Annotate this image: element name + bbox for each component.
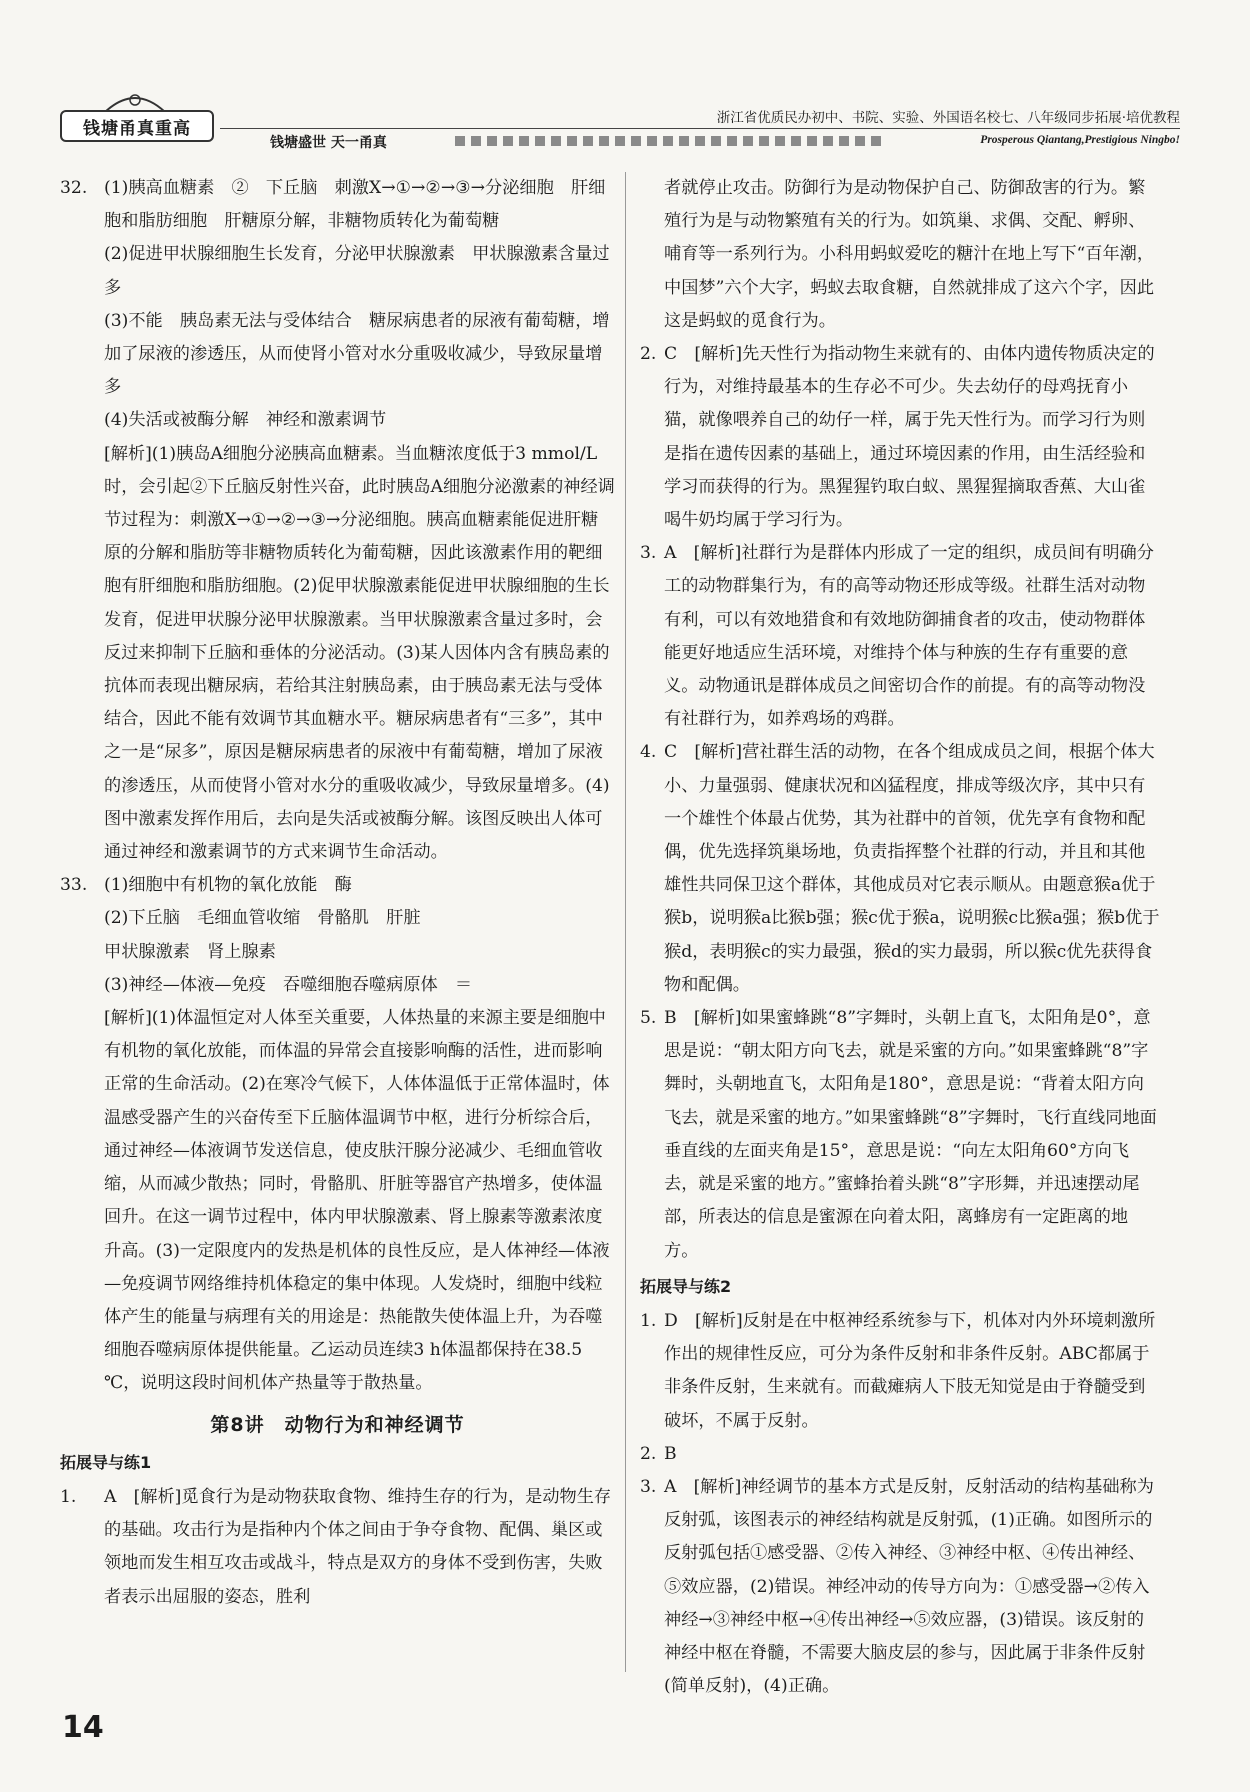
analysis-text: C [解析]先天性行为指动物生来就有的、由体内遗传物质决定的行为，对维持最基本的生存必不可少。失去幼仔的母鸡抚育小猫，就像喂养自己的幼仔一样，属于先天性行为。而学习行为则是指在遗传因素的基础上，通过环境因素的作用，由生活经验和学习而获得的行为。黑猩猩钓取白蚁、黑猩猩摘取香蕉、大山雀喝牛奶均属于学习行为。 <box>664 344 1155 531</box>
answer-part: (3)神经—体液—免疫 吞噬细胞吞噬病原体 ＝ <box>104 974 473 995</box>
practice2-answer-1 <box>640 1305 1160 1438</box>
analysis-text: [解析](1)体温恒定对人体至关重要，人体热量的来源主要是细胞中有机物的氧化放能，而体温的异常会直接影响酶的活性，进而影响正常的生命活动。(2)在寒冷气候下，人体体温低于正常体温时，体温感受器产生的兴奋传至下丘脑体温调节中枢，进行分析综合后，通过神经—体液调节发送信息，使皮肤汗腺分泌减少、毛细血管收缩，从而减少散热；同时，骨骼肌、肝脏等器官产热增多，使体温回升。在这一调节过程中，体内甲状腺激素、肾上腺素等激素浓度升高。(3)一定限度内的发热是机体的良性反应，是人体神经—体液—免疫调节网络维持机体稳定的集中体现。人发烧时，细胞中线粒体产生的能量与病理有关的用途是：热能散失使体温上升，为吞噬细胞吞噬病原体提供能量。乙运动员连续3 h体温都保持在38.5 ℃，说明这段时间机体产热量等于散热量。 <box>104 1008 610 1394</box>
question-number: 5. <box>640 1008 657 1029</box>
analysis-text: 者就停止攻击。防御行为是动物保护自己、防御敌害的行为。繁殖行为是与动物繁殖有关的行为。如筑巢、求偶、交配、孵卵、哺育等一系列行为。小科用蚂蚁爱吃的糖汁在地上写下“百年潮，中国梦”六个大字，蚂蚁去取食糖，自然就排成了这六个字，因此这是蚂蚁的觅食行为。 <box>664 178 1155 331</box>
analysis-text: A [解析]觅食行为是动物获取食物、维持生存的行为，是动物生存的基础。攻击行为是指种内个体之间由于争夺食物、配偶、巢区或领地而发生相互攻击或战斗，特点是双方的身体不受到伤害，失败者表示出屈服的姿态，胜利 <box>104 1486 612 1607</box>
answer-part: (2)促进甲状腺细胞生长发育，分泌甲状腺激素 甲状腺激素含量过多 <box>104 244 610 298</box>
question-number: 1. <box>60 1486 77 1507</box>
answer-part: 甲状腺激素 肾上腺素 <box>104 941 276 962</box>
practice1-answer-5 <box>640 1002 1160 1268</box>
slogan: 钱塘盛世 天一甬真 <box>270 135 387 151</box>
left-column <box>60 172 615 1614</box>
decorative-stripe <box>455 136 885 146</box>
practice1-answer-1-continued <box>640 172 1160 338</box>
practice2-answer-2 <box>640 1438 1160 1471</box>
question-number: 33. <box>60 875 88 896</box>
question-number: 2. <box>640 1443 657 1464</box>
expand-practice-1-title: 拓展导与练1 <box>60 1452 152 1472</box>
answer-part: (3)不能 胰岛素无法与受体结合 糖尿病患者的尿液有葡萄糖，增加了尿液的渗透压，从而使肾小管对水分重吸收减少，导致尿量增多 <box>104 310 610 398</box>
analysis-text: [解析](1)胰岛A细胞分泌胰高血糖素。当血糖浓度低于3 mmol/L时，会引起②下丘脑反射性兴奋，此时胰岛A细胞分泌激素的神经调节过程为：刺激X→①→②→③→分泌细胞。胰高血糖素能促进肝糖原的分解和脂肪等非糖物质转化为葡萄糖，因此该激素作用的靶细胞有肝细胞和脂肪细胞。(2)促甲状腺激素能促进甲状腺细胞的生长发育，促进甲状腺分泌甲状腺激素。当甲状腺激素含量过多时，会反过来抑制下丘脑和垂体的分泌活动。(3)某人因体内含有胰岛素的抗体而表现出糖尿病，若给其注射胰岛素，由于胰岛素无法与受体结合，因此不能有效调节其血糖水平。糖尿病患者有“三多”，其中之一是“尿多”，原因是糖尿病患者的尿液中有葡萄糖，增加了尿液的渗透压，从而使肾小管对水分的重吸收减少，导致尿量增多。(4)图中激素发挥作用后，去向是失活或被酶分解。该图反映出人体可通过神经和激素调节的方式来调节生命活动。 <box>104 443 615 863</box>
answer-33 <box>60 869 615 1400</box>
question-number: 4. <box>640 742 657 763</box>
analysis-text: B [解析]如果蜜蜂跳“8”字舞时，头朝上直飞，太阳角是0°，意思是说：“朝太阳方向飞去，就是采蜜的方向。”如果蜜蜂跳“8”字舞时，头朝地直飞，太阳角是180°，意思是说：“背着太阳方向飞去，就是采蜜的地方。”如果蜜蜂跳“8”字舞时，飞行直线同地面垂直线的左面夹角是15°，意思是说：“向左太阳角60°方向飞去，就是采蜜的地方。”蜜蜂抬着头跳“8”字形舞，并迅速摆动尾部，所表达的信息是蜜源在向着太阳，离蜂房有一定距离的地方。 <box>664 1008 1157 1261</box>
header-rule <box>220 128 1180 129</box>
answer-part: (2)下丘脑 毛细血管收缩 骨骼肌 肝脏 <box>104 908 421 929</box>
question-number: 1. <box>640 1310 657 1331</box>
lecture-title: 第8讲 动物行为和神经调节 <box>210 1413 465 1436</box>
right-column <box>640 172 1160 1703</box>
analysis-text: A [解析]神经调节的基本方式是反射，反射活动的结构基础称为反射弧，该图表示的神经结构就是反射弧，(1)正确。如图所示的反射弧包括①感受器、②传入神经、③神经中枢、④传出神经、⑤效应器，(2)错误。神经冲动的传导方向为：①感受器→②传入神经→③神经中枢→④传出神经→⑤效应器，(3)错误。该反射的神经中枢在脊髓，不需要大脑皮层的参与，因此属于非条件反射(简单反射)，(4)正确。 <box>664 1476 1154 1697</box>
question-number: 32. <box>60 178 88 198</box>
analysis-text: C [解析]营社群生活的动物，在各个组成成员之间，根据个体大小、力量强弱、健康状况和凶猛程度，排成等级次序，其中只有一个雄性个体最占优势，其为社群中的首领，优先享有食物和配偶，优先选择筑巢场地，负责指挥整个社群的行动，并且和其他雄性共同保卫这个群体，其他成员对它表示顺从。由题意猴a优于猴b，说明猴a比猴b强；猴c优于猴a，说明猴c比猴a强；猴b优于猴d，表明猴c的实力最强，猴d的实力最弱，所以猴c优先获得食物和配偶。 <box>664 742 1160 995</box>
answer-32 <box>60 172 615 869</box>
practice1-answer-1 <box>60 1481 615 1614</box>
expand-practice-2-title: 拓展导与练2 <box>640 1276 732 1296</box>
series-title: 浙江省优质民办初中、书院、实验、外国语名校七、八年级同步拓展·培优教程 <box>716 110 1180 126</box>
logo-badge: 钱塘甬真重高 <box>60 110 214 142</box>
answer-part: (1)胰高血糖素 ② 下丘脑 刺激X→①→②→③→分泌细胞 肝细胞和脂肪细胞 肝糖原分解，非糖物质转化为葡萄糖 <box>104 178 606 232</box>
question-number: 2. <box>640 344 657 365</box>
answer-part: B <box>664 1443 677 1464</box>
practice1-answer-4 <box>640 736 1160 1002</box>
answer-part: (4)失活或被酶分解 神经和激素调节 <box>104 410 387 431</box>
series-english-title: Prosperous Qiantang,Prestigious Ningbo! <box>980 134 1180 146</box>
answer-part: (1)细胞中有机物的氧化放能 酶 <box>104 875 352 896</box>
page-number: 14 <box>62 1710 104 1745</box>
practice2-answer-3 <box>640 1471 1160 1703</box>
analysis-text: A [解析]社群行为是群体内形成了一定的组织，成员间有明确分工的动物群集行为，有的高等动物还形成等级。社群生活对动物有利，可以有效地猎食和有效地防御捕食者的攻击，使动物群体能更好地适应生活环境，对维持个体与种族的生存有重要的意义。动物通讯是群体成员之间密切合作的前提。有的高等动物没有社群行为，如养鸡场的鸡群。 <box>664 543 1154 730</box>
column-divider <box>625 172 626 1672</box>
page-header <box>60 100 1180 150</box>
question-number: 3. <box>640 543 657 564</box>
analysis-text: D [解析]反射是在中枢神经系统参与下，机体对内外环境刺激所作出的规律性反应，可分为条件反射和非条件反射。ABC都属于非条件反射，生来就有。而截瘫病人下肢无知觉是由于脊髓受到破坏，不属于反射。 <box>664 1310 1156 1431</box>
question-number: 3. <box>640 1476 657 1497</box>
practice1-answer-3 <box>640 537 1160 736</box>
practice1-answer-2 <box>640 338 1160 537</box>
